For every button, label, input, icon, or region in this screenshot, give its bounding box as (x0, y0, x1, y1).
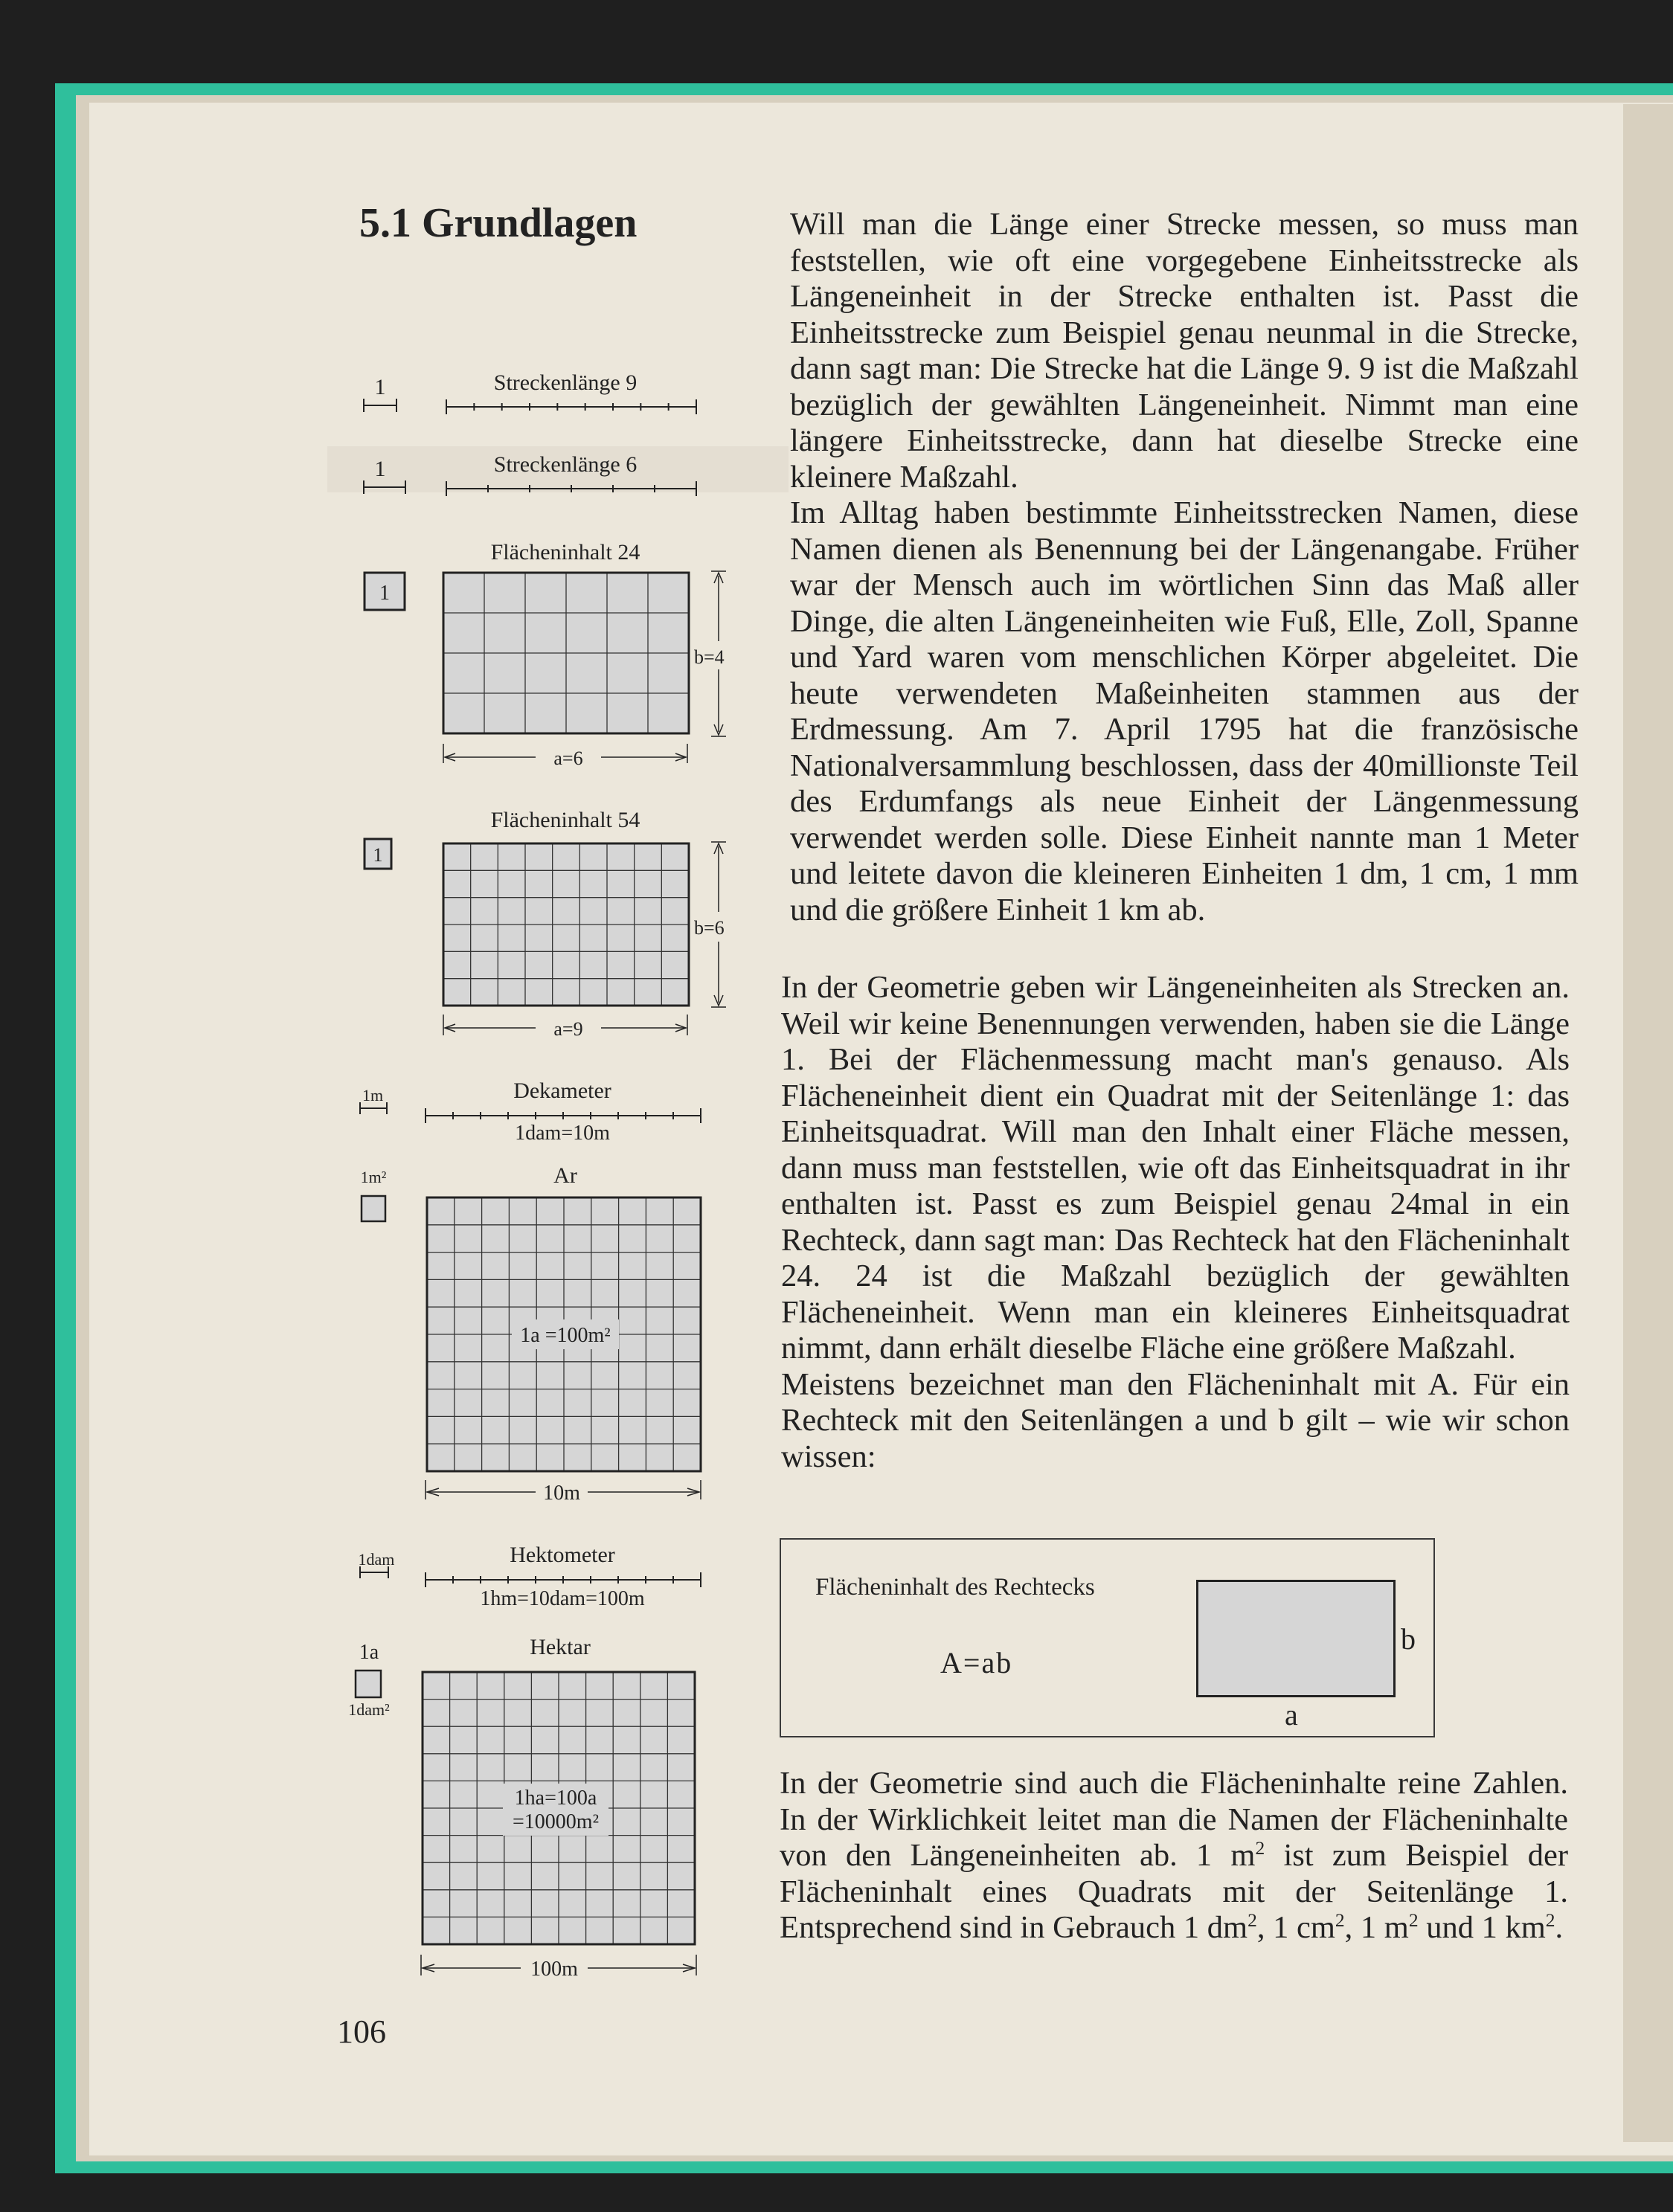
strecke9-label: Streckenlänge 9 (493, 370, 638, 395)
flaeche54-grid (443, 843, 689, 1006)
unit-one-label-2: 1 (374, 457, 386, 481)
text-column-middle (781, 970, 1570, 1475)
dekameter-label: Dekameter (513, 1078, 611, 1103)
page-number: 106 (337, 2013, 386, 2050)
paragraph-3: In der Geometrie geben wir Längeneinheiten als Strecken an. Weil wir keine Benennungen verwenden, haben sie die Länge 1. Bei der Flächenmessung macht man's genauso. Als Flächeneinheit dient ein Quadrat mit der Seitenlänge 1: das Einheitsquadrat. Will man den Inhalt einer Fläche messen, dann muss man feststellen, wie oft das Einheitsquadrat in ihr enthalten ist. Passt es zum Beispiel genau 24mal in ein Rechteck, dann sagt man: Das Rechteck hat den Flächeninhalt 24. 24 ist die Maßzahl bezüglich der gewählten Flächeneinheit. Wenn man ein kleineres Einheitsquadrat nimmt, dann erhält dieselbe Fläche eine größere Maßzahl. (781, 970, 1570, 1366)
formula-equation: A=ab (940, 1646, 1013, 1679)
p5-sup-5: 2 (1545, 1909, 1555, 1931)
p5-part-d: , 1 m (1344, 1910, 1409, 1945)
hektar-label-bottom: 100m (530, 1958, 578, 1981)
text-column-top (790, 207, 1579, 928)
hektometer-sub: 1hm=10dam=100m (480, 1587, 645, 1610)
p5-sup-1: 2 (1255, 1836, 1265, 1859)
ar-center-label: 1a =100m² (520, 1324, 611, 1347)
hektar-center-line1: 1ha=100a (514, 1787, 597, 1810)
paragraph-5 (780, 1766, 1568, 1946)
dekameter-sub: 1dam=10m (515, 1122, 610, 1145)
flaeche24-title: Flächeninhalt 24 (490, 540, 640, 565)
strecke6-label: Streckenlänge 6 (493, 452, 638, 477)
unit-one-segment (364, 399, 396, 412)
section-heading: 5.1 Grundlagen (359, 200, 638, 246)
p5-part-b: ist zum Beispiel der Flächeninhalt eines Quadrats mit der Seitenlänge 1. Entsprechend sind in Gebrauch 1 dm (780, 1838, 1568, 1945)
unit-square-1-label: 1 (379, 582, 390, 605)
hektar-title: Hektar (530, 1635, 591, 1659)
paragraph-2: Im Alltag haben bestimmte Einheitsstrecken Namen, diese Namen dienen als Benennung bei der Längenangabe. Früher war der Mensch auch im wörtlichen Sinn das Maß aller Dinge, die alten Längeneinheiten wie Fuß, Elle, Zoll, Spanne und Yard waren vom menschlichen Körper abgeleitet. Die heute verwendeten Maßeinheiten stammen aus der Erdmessung. Am 7. April 1795 hat die französische Nationalversammlung beschlossen, dass der 40millionste Teil des Erdumfangs als neue Einheit der Längenmessung verwendet werden solle. Diese Einheit nannte man 1 Meter und leitete davon die kleineren Einheiten 1 dm, 1 cm, 1 mm und die größere Einheit 1 km ab. (790, 495, 1579, 927)
hektometer-segment (426, 1572, 701, 1587)
formula-box (780, 1538, 1435, 1737)
formula-side-a: a (1285, 1698, 1298, 1732)
flaeche24-label-a: a=6 (553, 747, 583, 769)
unit-square-1m2 (362, 1196, 385, 1221)
p5-part-c: , 1 cm (1256, 1910, 1335, 1945)
flaeche54-label-b: b=6 (694, 917, 725, 939)
p5-sup-3: 2 (1335, 1909, 1345, 1931)
p5-part-a: In der Geometrie sind auch die Flächeninhalte reine Zahlen. In der Wirklichkeit leitet man die Namen der Flächeninhalte von den Längeneinheiten ab. 1 m (780, 1766, 1568, 1873)
unit-1m-label: 1m (362, 1086, 384, 1105)
unit-1dam2-label: 1dam² (348, 1700, 390, 1719)
hektometer-label: Hektometer (510, 1543, 615, 1567)
flaeche54-label-a: a=9 (553, 1018, 583, 1040)
unit-square-2-label: 1 (373, 844, 383, 866)
ar-label-bottom: 10m (543, 1482, 580, 1505)
ar-title: Ar (553, 1163, 577, 1188)
p5-part-f: . (1555, 1910, 1564, 1945)
unit-one-label: 1 (374, 375, 386, 399)
flaeche24-label-b: b=4 (694, 646, 725, 668)
dekameter-segment (426, 1108, 701, 1123)
flaeche54-title: Flächeninhalt 54 (490, 808, 640, 832)
flaeche24-grid (443, 573, 689, 733)
paragraph-1: Will man die Länge einer Strecke messen, so muss man feststellen, wie oft eine vorgegebene Einheitsstrecke als Längeneinheit in der Strecke enthalten ist. Passt die Einheitsstrecke zum Beispiel genau neunmal in die Strecke, dann sagt man: Die Strecke hat die Länge 9. 9 ist die Maßzahl bezüglich der gewählten Längeneinheit. Nimmt man eine längere Einheitsstrecke, dann hat dieselbe Strecke eine kleinere Maßzahl. (790, 207, 1579, 495)
strecke9-segment (446, 399, 696, 414)
p5-part-e: und 1 km (1418, 1910, 1546, 1945)
p5-sup-2: 2 (1247, 1909, 1257, 1931)
unit-1m2-label: 1m² (360, 1168, 387, 1186)
hektar-center-line2: =10000m² (513, 1810, 599, 1833)
formula-title: Flächeninhalt des Rechtecks (815, 1574, 1095, 1601)
p5-sup-4: 2 (1408, 1909, 1419, 1931)
unit-1dam-label: 1dam (358, 1550, 395, 1569)
unit-1a-label: 1a (359, 1641, 379, 1664)
text-column-bottom (780, 1766, 1568, 1946)
unit-square-1a (356, 1671, 381, 1697)
paragraph-4: Meistens bezeichnet man den Flächeninhalt mit A. Für ein Rechteck mit den Seitenlängen a und b gilt – wie wir schon wissen: (781, 1366, 1570, 1474)
formula-rectangle (1196, 1580, 1396, 1697)
formula-side-b: b (1401, 1622, 1416, 1656)
